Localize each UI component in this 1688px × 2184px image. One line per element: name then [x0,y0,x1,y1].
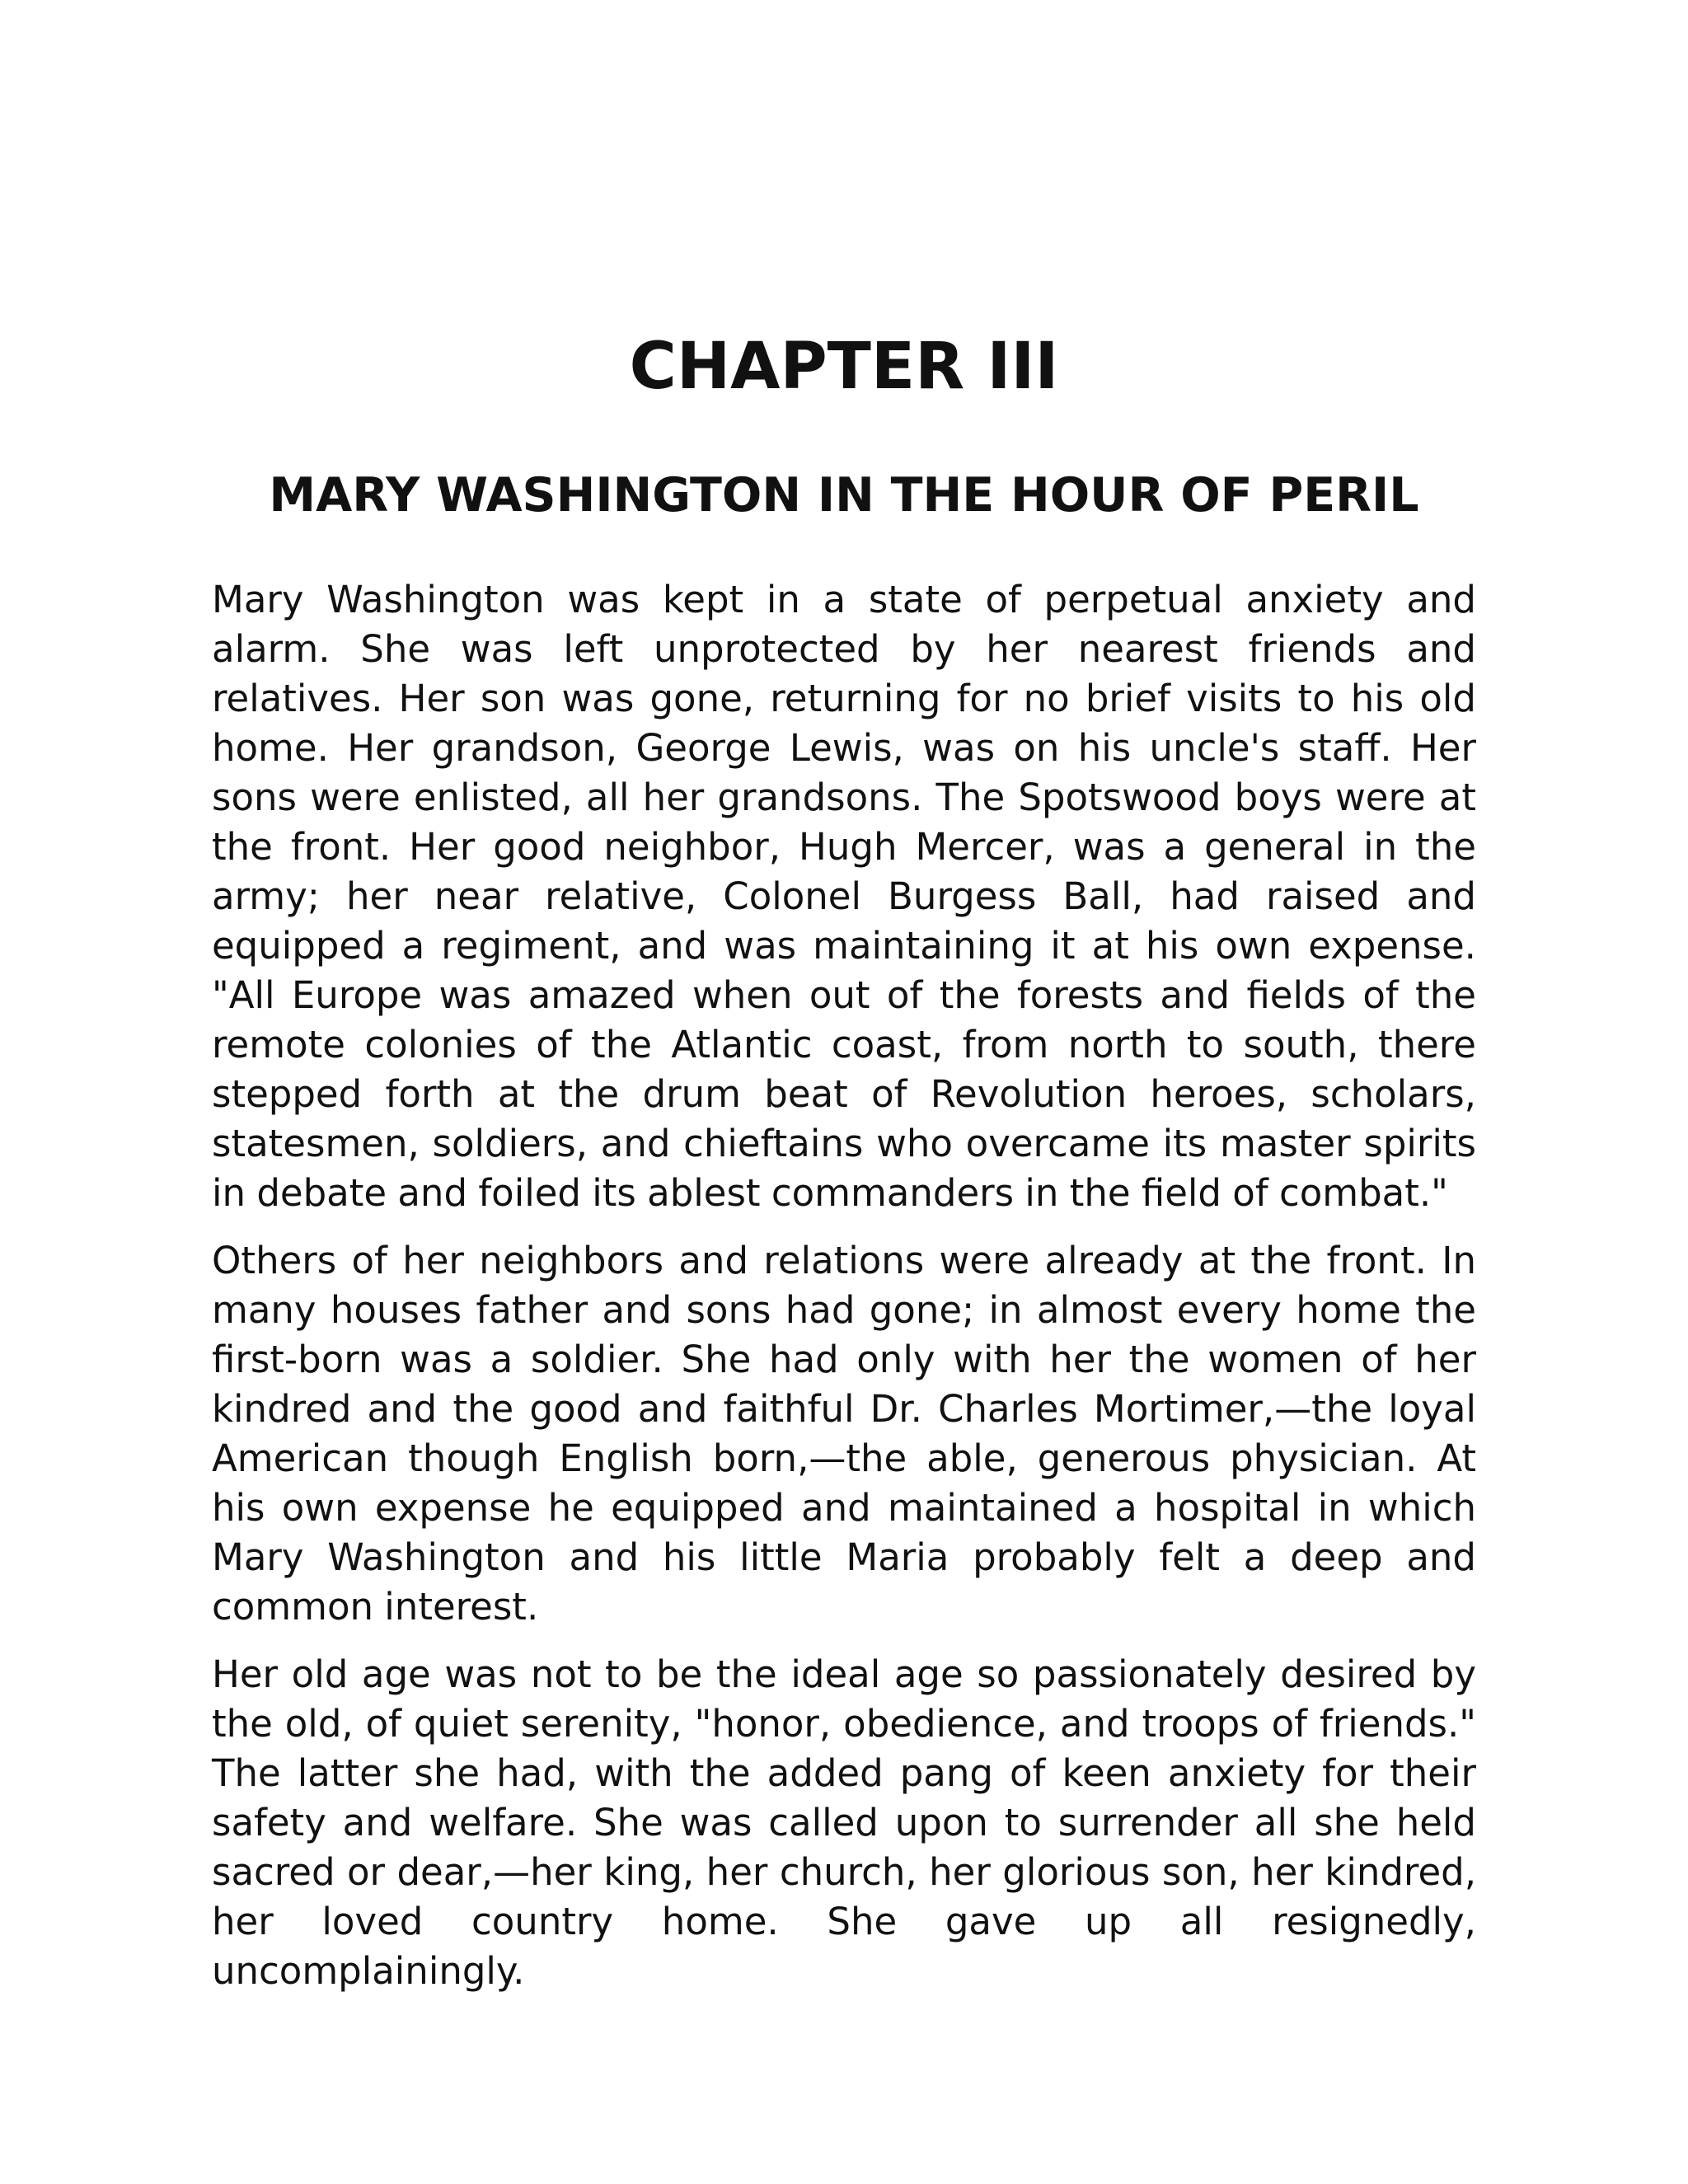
chapter-body [212,575,1476,2014]
paragraph-2: Others of her neighbors and relations were already at the front. In many houses father and sons had gone; in almost every home the first-born was a soldier. She had only with her the women of her kindred and the good and faithful Dr. Charles Mortimer,—the loyal American though English born,—the able, generous physician. At his own expense he equipped and maintained a hospital in which Mary Washington and his little Maria probably felt a deep and common interest. [212,1239,1476,1629]
paragraph-3: Her old age was not to be the ideal age so passionately desired by the old, of quiet serenity, "honor, obedience, and troops of friends." The latter she had, with the added pang of keen anxiety for their safety and welfare. She was called upon to surrender all she held sacred or dear,—her king, her church, her glorious son, her kindred, her loved country home. She gave up all resignedly, uncomplainingly. [212,1652,1476,1993]
chapter-title: CHAPTER III [629,330,1059,404]
paragraph-1: Mary Washington was kept in a state of perpetual anxiety and alarm. She was left unprotected by her nearest friends and relatives. Her son was gone, returning for no brief visits to his old home. Her grandson, George Lewis, was on his uncle's staff. Her sons were enlisted, all her grandsons. The Spotswood boys were at the front. Her good neighbor, Hugh Mercer, was a general in the army; her near relative, Colonel Burgess Ball, had raised and equipped a regiment, and was maintaining it at his own expense. "All Europe was amazed when out of the forests and fields of the remote colonies of the Atlantic coast, from north to south, there stepped forth at the drum beat of Revolution heroes, scholars, statesmen, soldiers, and chieftains who overcame its master spirits in debate and foiled its ablest commanders in the field of combat." [212,578,1476,1215]
chapter-subtitle: MARY WASHINGTON IN THE HOUR OF PERIL [269,468,1419,523]
